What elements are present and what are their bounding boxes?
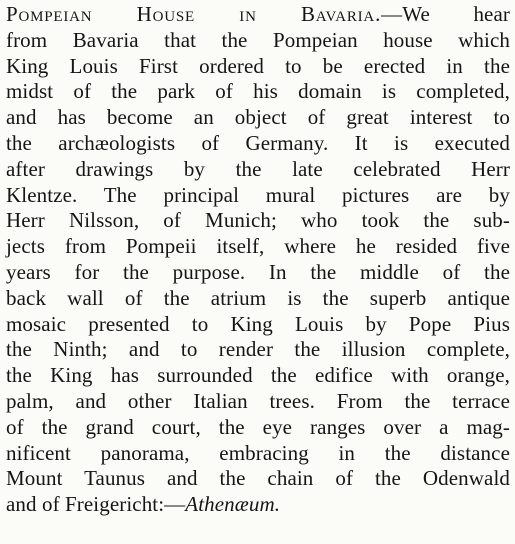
- article-line: the King has surrounded the edifice with orange,: [6, 363, 510, 388]
- article-line: the archæologists of Germany. It is executed: [6, 130, 510, 155]
- article-line: years for the purpose. In the middle of the: [6, 259, 510, 284]
- article-first-line: [6, 2, 510, 28]
- article-line: jects from Pompeii itself, where he resided five: [6, 234, 510, 259]
- article-line: —We hear: [381, 2, 510, 26]
- article-line: palm, and other Italian trees. From the terrace: [6, 388, 510, 413]
- article-line: and has become an object of great interest to: [6, 105, 510, 130]
- article-source: Athenæum.: [185, 492, 281, 517]
- article-line: Herr Nilsson, of Munich; who took the sub-: [6, 208, 510, 233]
- article-line: King Louis First ordered to be erected in the: [6, 53, 510, 78]
- article-line: nificent panorama, embracing in the distance: [6, 440, 510, 465]
- article-line: after drawings by the late celebrated Herr: [6, 156, 510, 181]
- article-heading: Pompeian House in Bavaria.: [6, 2, 382, 26]
- article-last-line: [6, 492, 510, 518]
- article-line: back wall of the atrium is the superb antique: [6, 285, 510, 310]
- article-line: midst of the park of his domain is completed,: [6, 79, 510, 104]
- article-line: Mount Taunus and the chain of the Odenwald: [6, 466, 510, 491]
- article-column: [6, 2, 510, 518]
- article-line: the Ninth; and to render the illusion complete,: [6, 337, 510, 362]
- article-line: mosaic presented to King Louis by Pope Pius: [6, 311, 510, 336]
- article-line: from Bavaria that the Pompeian house which: [6, 27, 510, 52]
- article-line: of the grand court, the eye ranges over a mag-: [6, 414, 510, 439]
- article-line: Klentze. The principal mural pictures are by: [6, 182, 510, 207]
- article-line: and of Freigericht:—: [6, 492, 186, 517]
